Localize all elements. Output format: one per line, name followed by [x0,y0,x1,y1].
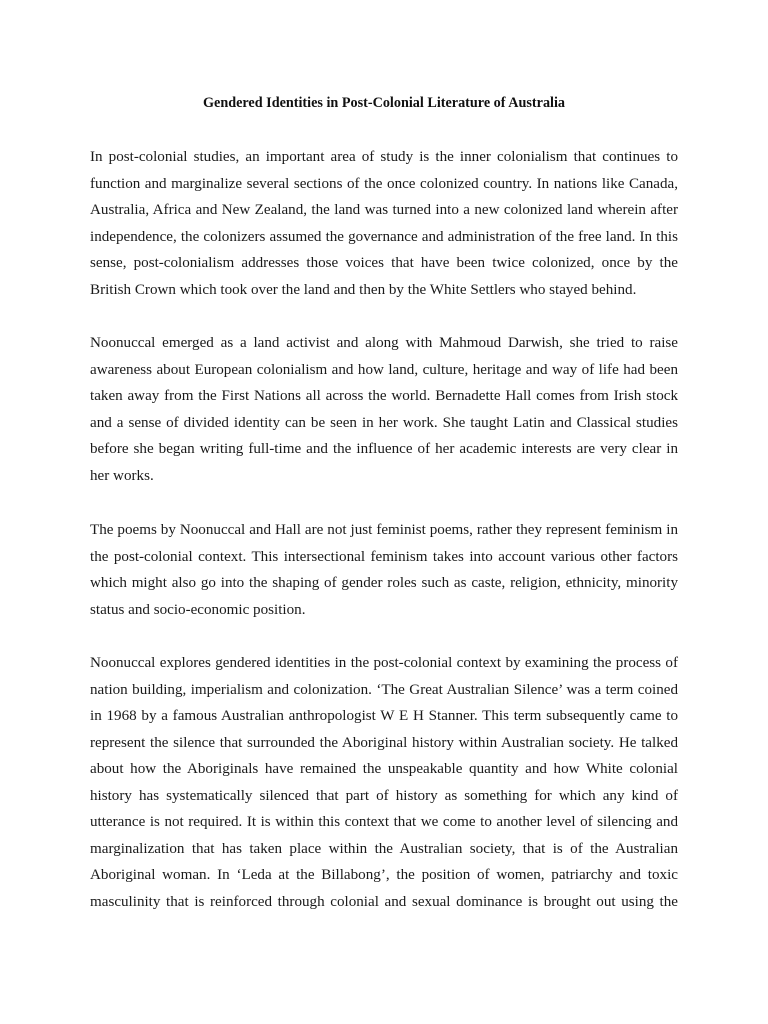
text-line: before she began writing full-time and the influence of her academic interests are very clear in [90,441,678,457]
text-line: about how the Aboriginals have remained the unspeakable quantity and how White colonial [90,761,678,777]
text-line: In post-colonial studies, an important area of study is the inner colonialism that continues to [90,149,678,165]
text-line: and a sense of divided identity can be seen in her work. She taught Latin and Classical studies [90,414,678,431]
text-line: which might also go into the shaping of gender roles such as caste, religion, ethnicity, minority [90,575,678,591]
text-line: represent the silence that surrounded the Aboriginal history within Australian society. He talked [90,734,678,751]
text-line: function and marginalize several sections of the once colonized country. In nations like Canada, [90,175,678,192]
text-line: history has systematically silenced that part of history as something for which any kind of [90,787,678,804]
paragraph-4 [90,650,678,915]
paragraph-2 [90,330,678,489]
text-line: British Crown which took over the land and then by the White Settlers who stayed behind. [90,281,637,298]
text-line: taken away from the First Nations all across the world. Bernadette Hall comes from Irish stock [90,388,678,404]
text-line: The poems by Noonuccal and Hall are not just feminist poems, rather they represent feminism in [90,522,678,538]
text-line: independence, the colonizers assumed the governance and administration of the free land. In this [90,228,678,245]
text-line: Australia, Africa and New Zealand, the land was turned into a new colonized land wherein after [90,202,678,218]
text-line: awareness about European colonialism and how land, culture, heritage and way of life had been [90,361,678,378]
document-title: Gendered Identities in Post-Colonial Literature of Australia [202,95,566,111]
text-line: utterance is not required. It is within this context that we come to another level of silencing and [90,814,678,830]
paragraph-3 [90,517,678,623]
paragraph-1 [90,144,678,303]
text-line: Noonuccal explores gendered identities in the post-colonial context by examining the process of [90,655,678,671]
text-line: Aboriginal woman. In ‘Leda at the Billabong’, the position of women, patriarchy and toxic [90,867,678,883]
text-line: her works. [90,467,154,484]
text-line: status and socio-economic position. [90,601,306,618]
text-line: the post-colonial context. This intersectional feminism takes into account various other factors [90,548,678,565]
text-line: Noonuccal emerged as a land activist and along with Mahmoud Darwish, she tried to raise [90,335,678,351]
text-line: marginalization that has taken place within the Australian society, that is of the Australian [90,840,678,857]
text-line: masculinity that is reinforced through colonial and sexual dominance is brought out using the [90,893,678,910]
text-line: nation building, imperialism and colonization. ‘The Great Australian Silence’ was a term coined [90,681,678,698]
text-line: sense, post-colonialism addresses those voices that have been twice colonized, once by the [90,255,678,271]
text-line: in 1968 by a famous Australian anthropologist W E H Stanner. This term subsequently came to [90,708,678,724]
